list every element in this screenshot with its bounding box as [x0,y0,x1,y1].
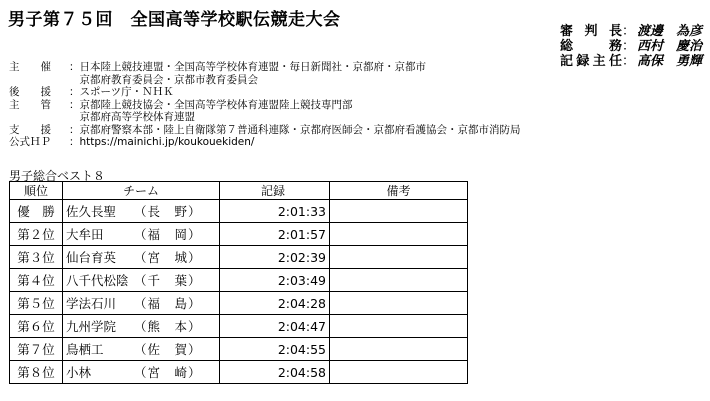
team-name: 小林 [66,365,92,380]
time-cell: 2:02:39 [220,246,330,269]
time-cell: 2:01:57 [220,223,330,246]
org-value: ：京都陸上競技協会・全国高等学校体育連盟陸上競技専門部 [69,98,353,111]
team-wrap [63,271,219,289]
official-role: 記録主任 [560,54,622,69]
table-header-row [10,182,468,200]
header-team: チーム [63,182,220,200]
official-name: 渡邊 為彦 [637,24,703,39]
team-prefecture: （宮 城） [134,250,202,265]
team-cell [63,315,220,338]
time-cell: 2:04:28 [220,292,330,315]
note-cell [330,269,468,292]
rank-cell: 第７位 [10,338,63,361]
team-name: 大牟田 [66,227,104,242]
header-note: 備考 [330,182,468,200]
time-cell: 2:03:49 [220,269,330,292]
header-time: 記録 [220,182,330,200]
team-cell [63,223,220,246]
org-value: 京都府高等学校体育連盟 [69,111,195,123]
note-cell [330,246,468,269]
colon: ： [622,54,636,69]
official-row [560,54,702,69]
team-cell [63,338,220,361]
org-label: 主 催 [9,61,51,73]
org-row [9,99,521,112]
official-role: 審判長 [560,24,622,39]
team-prefecture: （長 野） [134,204,202,219]
org-value: ：スポーツ庁・ＮＨＫ [69,86,174,98]
org-row [9,61,521,74]
rank-cell: 第４位 [10,269,63,292]
team-prefecture: （福 岡） [134,227,202,242]
team-wrap [63,317,219,335]
time-cell: 2:04:55 [220,338,330,361]
team-name: 学法石川 [66,296,117,311]
team-wrap [63,248,219,266]
note-cell [330,292,468,315]
team-wrap [63,202,219,220]
page-title: 男子第７５回 全国高等学校駅伝競走大会 [8,10,341,30]
official-role: 総務 [560,39,622,54]
note-cell [330,338,468,361]
official-row [560,24,702,39]
org-label [9,74,69,87]
colon: ： [622,39,636,54]
time-cell: 2:04:47 [220,315,330,338]
org-row [9,86,521,99]
org-value: ：日本陸上競技連盟・全国高等学校体育連盟・毎日新聞社・京都府・京都市 [69,61,426,73]
org-label: 主 管 [9,98,51,111]
org-label: 公式ＨＰ [9,136,51,148]
org-value: ：https://mainichi.jp/koukouekiden/ [69,136,255,148]
official-row [560,39,702,54]
note-cell [330,223,468,246]
team-cell [63,269,220,292]
table-row [10,338,468,361]
official-name: 西村 慶治 [637,39,703,54]
org-row [9,136,521,149]
org-label: 支 援 [9,123,51,136]
table-row [10,246,468,269]
organizers-block [9,61,521,149]
results-body [10,200,468,384]
rank-cell: 第８位 [10,361,63,384]
rank-cell: 第５位 [10,292,63,315]
org-row [9,124,521,137]
results-table [9,181,468,384]
team-name: 鳥栖工 [66,342,104,357]
team-cell [63,361,220,384]
team-prefecture: （千 葉） [134,273,202,288]
team-wrap [63,363,219,381]
org-row [9,74,521,87]
note-cell [330,361,468,384]
team-prefecture: （福 島） [134,296,202,311]
rank-cell: 第３位 [10,246,63,269]
rank-cell: 第６位 [10,315,63,338]
team-name: 仙台育英 [66,250,117,265]
team-wrap [63,340,219,358]
table-row [10,361,468,384]
team-cell [63,200,220,223]
time-cell: 2:04:58 [220,361,330,384]
team-prefecture: （熊 本） [134,319,202,334]
officials-block [560,24,702,69]
note-cell [330,200,468,223]
team-name: 佐久長聖 [66,204,117,219]
org-row [9,111,521,124]
header-rank: 順位 [10,182,63,200]
time-cell: 2:01:33 [220,200,330,223]
colon: ： [622,24,636,39]
team-cell [63,292,220,315]
org-label [9,111,69,124]
section-title: 男子総合ベスト８ [9,169,106,183]
team-name: 九州学院 [66,319,117,334]
team-wrap [63,225,219,243]
rank-cell: 優 勝 [10,200,63,223]
team-prefecture: （佐 賀） [134,342,202,357]
rank-cell: 第２位 [10,223,63,246]
org-label: 後 援 [9,86,51,98]
team-name: 八千代松陰 [66,273,129,288]
table-row [10,315,468,338]
org-value: 京都府教育委員会・京都市教育委員会 [69,73,258,86]
team-wrap [63,294,219,312]
table-row [10,292,468,315]
table-row [10,223,468,246]
table-row [10,269,468,292]
team-cell [63,246,220,269]
note-cell [330,315,468,338]
team-prefecture: （宮 崎） [134,365,202,380]
org-value: ：京都府警察本部・陸上自衛隊第７普通科連隊・京都府医師会・京都府看護協会・京都市消防局 [69,123,521,136]
official-name: 高保 勇輝 [637,54,703,69]
table-row [10,200,468,223]
